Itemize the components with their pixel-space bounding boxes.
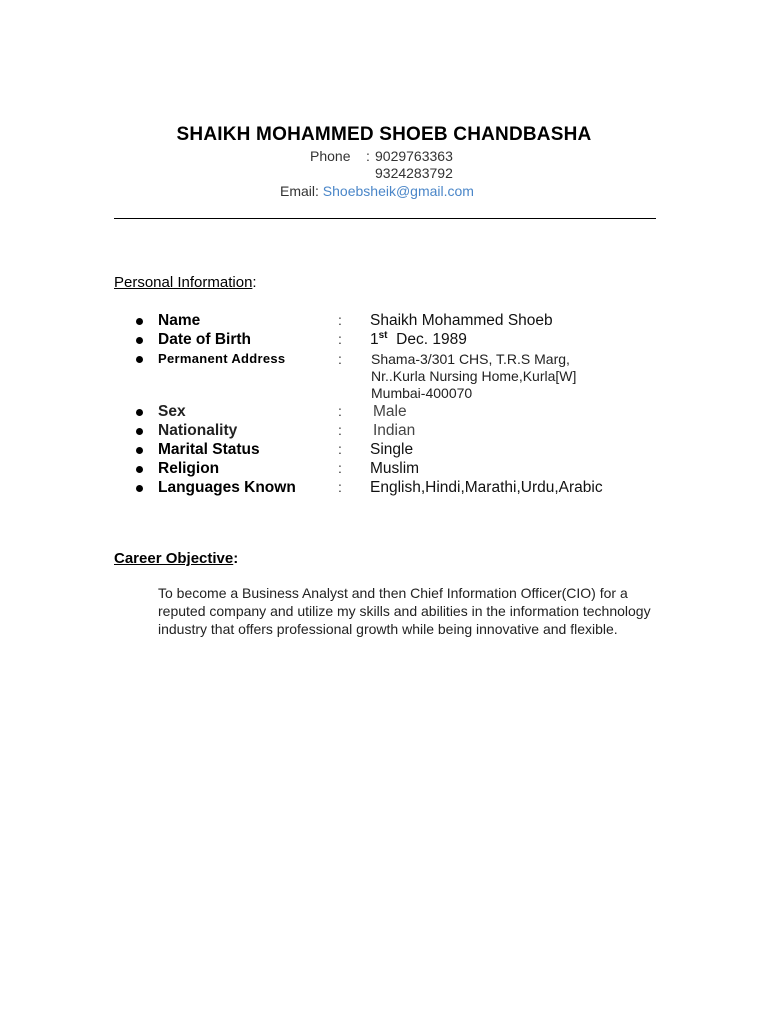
info-colon: : — [338, 351, 342, 367]
info-value-sex: Male — [373, 403, 407, 420]
info-label-name: Name — [158, 312, 201, 329]
bullet-icon — [136, 409, 143, 416]
info-colon: : — [338, 331, 342, 347]
email-link[interactable]: Shoebsheik@gmail.com — [322, 183, 474, 199]
career-objective-heading-colon: : — [233, 550, 239, 567]
info-value-name: Shaikh Mohammed Shoeb — [370, 312, 553, 329]
info-label-languages: Languages Known — [158, 479, 296, 496]
career-objective-heading — [114, 550, 238, 567]
info-label-marital-status: Marital Status — [158, 441, 260, 458]
bullet-icon — [136, 447, 143, 454]
bullet-icon — [136, 485, 143, 492]
info-colon: : — [338, 479, 342, 495]
info-colon: : — [338, 460, 342, 476]
address-line-3: Mumbai-400070 — [371, 385, 473, 401]
email-label: Email: — [280, 183, 319, 199]
career-objective-heading-text: Career Objective — [114, 550, 234, 567]
info-colon: : — [338, 312, 342, 328]
career-objective-text: To become a Business Analyst and then Chief Information Officer(CIO) for a reputed company and utilize my skills and abilities in the information technology industry that offers professional growth while being innovative and flexible. — [158, 585, 651, 637]
address-line-2: Nr..Kurla Nursing Home,Kurla[W] — [371, 368, 577, 384]
info-value-languages: English,Hindi,Marathi,Urdu,Arabic — [370, 479, 603, 496]
dob-ordinal: st — [378, 329, 388, 341]
dob-rest: Dec. 1989 — [396, 331, 467, 348]
phone-separator: : — [366, 148, 370, 164]
dob-day: 1 — [370, 331, 379, 348]
bullet-icon — [136, 318, 143, 325]
applicant-name: SHAIKH MOHAMMED SHOEB CHANDBASHA — [176, 124, 592, 145]
info-label-nationality: Nationality — [158, 422, 238, 439]
personal-info-heading-colon: : — [252, 274, 257, 291]
info-label-sex: Sex — [158, 403, 186, 420]
address-line-1: Shama-3/301 CHS, T.R.S Marg, — [371, 351, 570, 367]
bullet-icon — [136, 356, 143, 363]
phone-number-primary: 9029763363 — [375, 148, 453, 164]
bullet-icon — [136, 466, 143, 473]
info-colon: : — [338, 403, 342, 419]
info-value-dob — [370, 331, 467, 349]
info-label-address: Permanent Address — [158, 351, 286, 366]
info-value-marital-status: Single — [370, 441, 414, 458]
info-value-nationality: Indian — [373, 422, 416, 439]
bullet-icon — [136, 428, 143, 435]
personal-info-heading-text: Personal Information — [114, 274, 253, 291]
info-colon: : — [338, 422, 342, 438]
info-label-religion: Religion — [158, 460, 220, 477]
phone-label: Phone — [310, 148, 351, 164]
info-label-dob: Date of Birth — [158, 331, 251, 348]
phone-number-secondary: 9324283792 — [375, 165, 453, 181]
info-value-religion: Muslim — [370, 460, 420, 477]
bullet-icon — [136, 337, 143, 344]
info-colon: : — [338, 441, 342, 457]
